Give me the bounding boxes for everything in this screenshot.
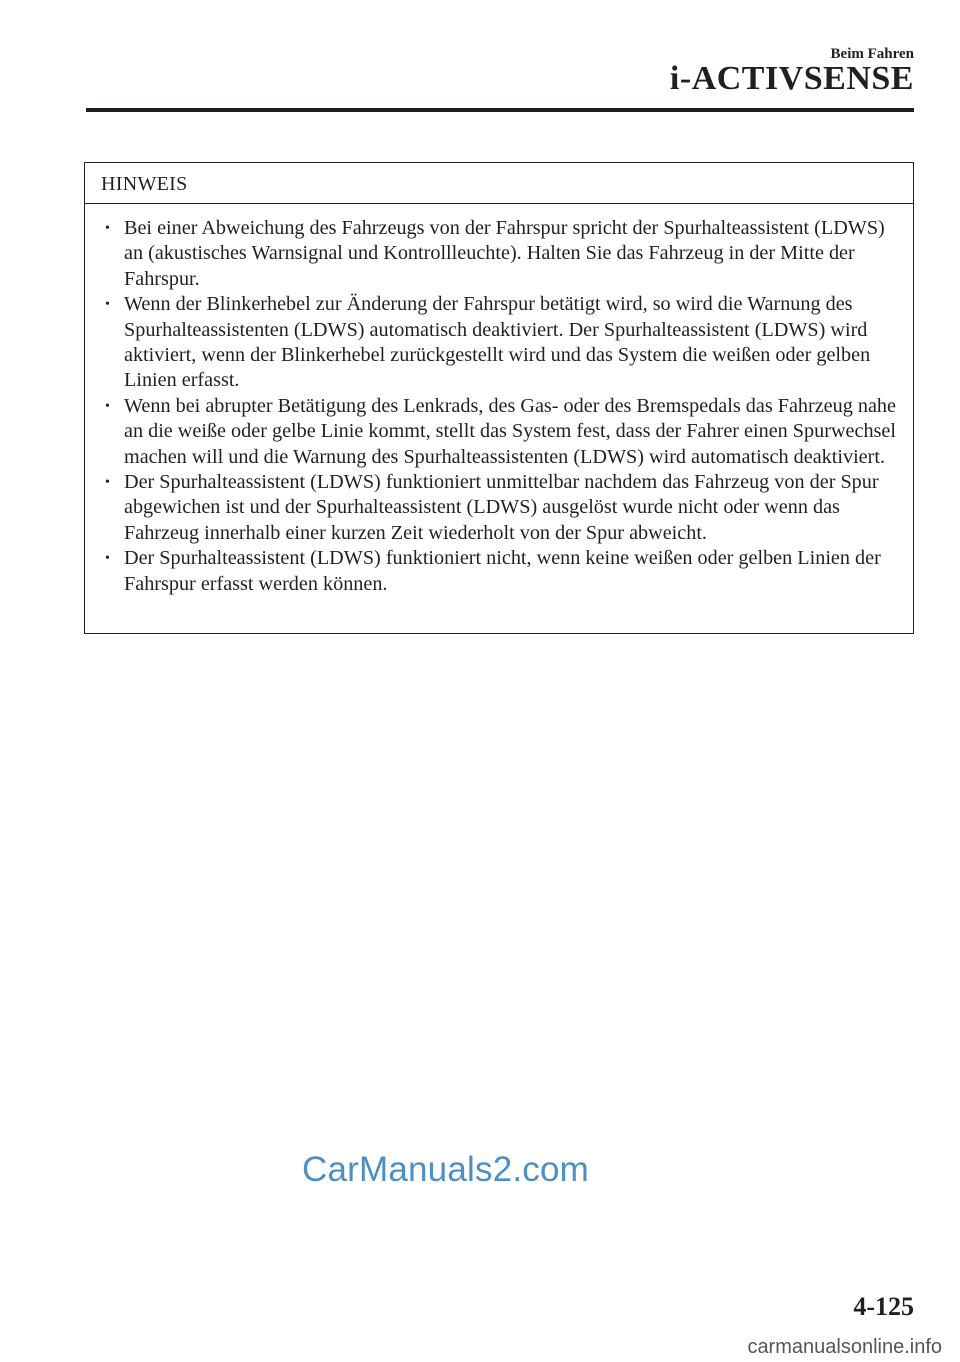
list-item-text: Wenn bei abrupter Betätigung des Lenkrads, des Gas- oder des Bremspedals das Fahrzeug nahe an die weiße oder gelbe Linie kommt, stellt das System fest, dass der Fahrer einen Spurwechsel machen will und die Warnung des Spurhalteassistenten (LDWS) wird automatisch deaktiviert.	[124, 394, 896, 468]
bullet-icon: •	[105, 297, 110, 313]
bullet-icon: •	[105, 221, 110, 236]
note-title: HINWEIS	[101, 173, 188, 195]
footer-watermark: carmanualsonline.info	[747, 1336, 942, 1358]
note-list	[85, 216, 913, 597]
list-item	[85, 216, 913, 292]
note-box	[84, 162, 914, 634]
watermark-logo: CarManuals2.com	[302, 1150, 589, 1189]
bullet-icon: •	[105, 551, 110, 567]
bullet-icon: •	[105, 398, 110, 414]
list-item	[85, 394, 913, 470]
note-divider	[85, 203, 913, 204]
page-number: 4-125	[853, 1292, 914, 1321]
list-item-text: Bei einer Abweichung des Fahrzeugs von der Fahrspur spricht der Spurhalteassistent (LDWS) an (akustisches Warnsignal und Kontrollleuchte). Halten Sie das Fahrzeug in der Mitte der Fahrspur.	[124, 217, 885, 290]
list-item-text: Der Spurhalteassistent (LDWS) funktioniert unmittelbar nachdem das Fahrzeug von der Spur abgewichen ist und der Spurhalteassistent (LDWS) ausgelöst wurde nicht oder wenn das Fahrzeug innerhalb einer kurzen Zeit wiederholt von der Spur abweicht.	[124, 471, 879, 544]
list-item	[85, 292, 913, 394]
bullet-icon: •	[105, 475, 110, 491]
chapter-title: i-ACTIVSENSE	[669, 60, 914, 97]
list-item-text: Der Spurhalteassistent (LDWS) funktioniert nicht, wenn keine weißen oder gelben Linien der Fahrspur erfasst werden können.	[124, 547, 881, 595]
list-item	[85, 546, 913, 597]
section-title: Beim Fahren	[830, 46, 914, 62]
list-item-text: Wenn der Blinkerhebel zur Änderung der Fahrspur betätigt wird, so wird die Warnung des Spurhalteassistenten (LDWS) automatisch deaktiviert. Der Spurhalteassistent (LDWS) wird aktiviert, wenn der Blinkerhebel zurückgestellt wird und das System die weißen oder gelben Linien erfasst.	[124, 293, 871, 392]
header-divider	[86, 108, 914, 112]
list-item	[85, 470, 913, 546]
